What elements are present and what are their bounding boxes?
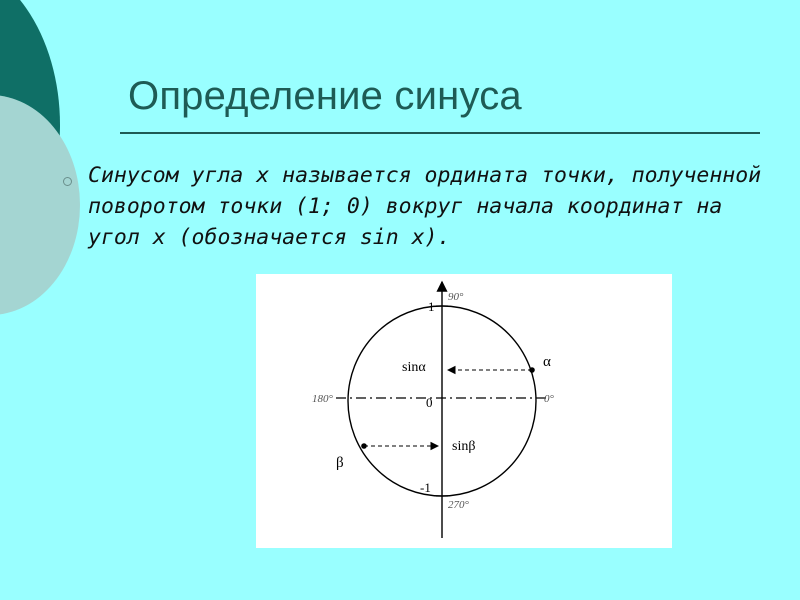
label-angle-90: 90° <box>448 291 464 303</box>
bullet-ring-icon <box>63 177 72 186</box>
label-angle-270: 270° <box>448 499 469 511</box>
decor-circle-small <box>0 95 80 315</box>
unit-circle-figure <box>256 274 672 548</box>
label-alpha: α <box>543 354 551 370</box>
point-beta <box>361 443 367 449</box>
label-origin: 0 <box>426 395 433 410</box>
label-angle-0: 0° <box>544 393 554 405</box>
title-underline <box>120 132 760 134</box>
label-sin-beta: sinβ <box>452 439 476 454</box>
label-y-top: 1 <box>428 299 435 314</box>
label-sin-alpha: sinα <box>402 360 426 375</box>
point-alpha <box>529 367 535 373</box>
definition-text: Синусом угла x называется ордината точки, полученной поворотом точки (1; 0) вокруг начала координат на угол x (обозначается sin x). <box>88 163 762 250</box>
slide-title: Определение синуса <box>128 74 522 118</box>
label-beta: β <box>336 455 344 471</box>
unit-circle-diagram <box>256 274 672 548</box>
label-angle-180: 180° <box>312 393 333 405</box>
label-y-bottom: -1 <box>420 480 431 495</box>
